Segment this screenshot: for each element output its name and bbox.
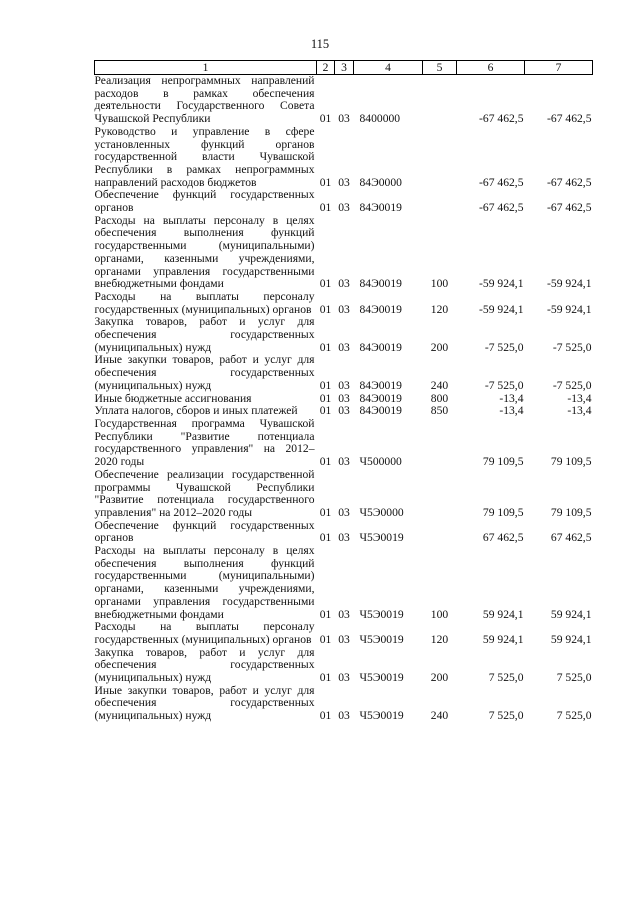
row-subsection: 03 [338,378,350,392]
row-section: 01 [319,391,332,405]
row-amount-2: -59 924,1 [547,277,592,291]
row-target-article: 84Э0019 [359,378,402,392]
row-amount-2: 7 525,0 [556,671,592,685]
row-expense-type: 120 [430,302,449,316]
row-name: Руководство и управление в сфере установленных функций органов государственной власти Чувашской Республики в рамках непрограммных направлений расходов бюджетов [94,124,315,189]
row-expense-type: 120 [430,632,449,646]
row-subsection: 03 [338,340,350,354]
table-row [95,189,593,214]
row-name: Расходы на выплаты персоналу государственных (муниципальных) органов [94,289,315,316]
row-target-article: Ч500000 [359,455,402,469]
row-name: Иные закупки товаров, работ и услуг для обеспечения государственных (муниципальных) нужд [94,353,315,392]
header-col-4: 4 [354,61,423,75]
row-target-article: Ч5Э0019 [359,607,404,621]
row-expense-type: 100 [430,277,449,291]
row-section: 01 [319,340,332,354]
row-amount-2: 59 924,1 [550,632,592,646]
row-amount-1: -59 924,1 [479,277,524,291]
row-amount-1: 59 924,1 [482,607,524,621]
row-amount-1: -13,4 [499,404,524,418]
row-section: 01 [319,607,332,621]
row-section: 01 [319,531,332,545]
header-col-5: 5 [423,61,457,75]
row-amount-1: -67 462,5 [479,112,524,126]
table-row [95,545,593,621]
table-header [95,61,593,75]
row-amount-1: 59 924,1 [482,632,524,646]
header-col-7: 7 [525,61,593,75]
row-name: Расходы на выплаты персоналу в целях обеспечения выполнения функций государственными (муниципальными) органами, казенными учреждениями, органами управления государственными внебюджетными фондами [94,213,315,291]
page-number: 115 [310,37,330,51]
row-subsection: 03 [338,505,350,519]
row-section: 01 [319,404,332,418]
row-expense-type: 200 [430,340,449,354]
row-subsection: 03 [338,632,350,646]
row-subsection: 03 [338,404,350,418]
row-expense-type [423,469,457,520]
row-name: Обеспечение функций государственных органов [94,518,315,545]
row-name: Обеспечение реализации государственной программы Чувашской Республики "Развитие потенциала государственного управления" на 2012–2020 годы [94,467,315,519]
row-amount-2: -7 525,0 [552,340,592,354]
row-section: 01 [319,671,332,685]
row-target-article: 84Э0019 [359,404,402,418]
row-expense-type [423,520,457,545]
row-target-article: 84Э0000 [359,175,402,189]
row-amount-2: 59 924,1 [550,607,592,621]
row-name: Иные закупки товаров, работ и услуг для обеспечения государственных (муниципальных) нужд [94,683,315,723]
row-expense-type: 850 [430,404,449,418]
row-subsection: 03 [338,391,350,405]
row-amount-1: 79 109,5 [482,505,524,519]
table-row [95,316,593,354]
row-subsection: 03 [338,709,350,723]
row-name: Обеспечение функций государственных органов [94,188,315,215]
table-body [95,75,593,723]
table-row [95,75,593,126]
row-subsection: 03 [338,531,350,545]
row-section: 01 [319,709,332,723]
row-amount-2: 7 525,0 [556,709,592,723]
table-row [95,469,593,520]
row-section: 01 [319,201,332,215]
row-amount-1: 67 462,5 [482,531,524,545]
row-amount-2: 67 462,5 [550,531,592,545]
row-amount-2: -67 462,5 [547,175,592,189]
table-row [95,621,593,646]
row-expense-type: 240 [430,378,449,392]
row-expense-type: 100 [430,607,449,621]
row-amount-1: -67 462,5 [479,175,524,189]
row-target-article: Ч5Э0000 [359,505,404,519]
row-subsection: 03 [338,671,350,685]
row-target-article: 84Э0019 [359,277,402,291]
row-amount-2: -7 525,0 [552,378,592,392]
row-amount-1: 7 525,0 [488,671,524,685]
row-target-article: 84Э0019 [359,391,402,405]
header-col-6: 6 [457,61,525,75]
table-row [95,354,593,392]
row-subsection: 03 [338,455,350,469]
table-row [95,291,593,316]
header-col-2: 2 [317,61,335,75]
table-row [95,215,593,291]
row-section: 01 [319,302,332,316]
row-amount-1: -13,4 [499,391,524,405]
row-target-article: Ч5Э0019 [359,709,404,723]
row-amount-2: -13,4 [567,404,592,418]
row-name: Уплата налогов, сборов и иных платежей [94,404,298,418]
row-target-article: 8400000 [359,112,401,126]
row-subsection: 03 [338,112,350,126]
row-expense-type [423,126,457,190]
row-amount-2: 79 109,5 [550,505,592,519]
row-subsection: 03 [338,175,350,189]
budget-table [94,60,593,723]
header-row [95,61,593,75]
row-amount-2: -67 462,5 [547,112,592,126]
table-row [95,520,593,545]
row-amount-1: 79 109,5 [482,455,524,469]
table-row [95,418,593,469]
row-name: Закупка товаров, работ и услуг для обеспечения государственных (муниципальных) нужд [94,645,315,685]
row-expense-type: 240 [430,709,449,723]
row-expense-type: 800 [430,391,449,405]
row-section: 01 [319,632,332,646]
row-target-article: 84Э0019 [359,340,402,354]
row-subsection: 03 [338,201,350,215]
header-col-1: 1 [95,61,317,75]
row-target-article: Ч5Э0019 [359,632,404,646]
row-section: 01 [319,378,332,392]
row-section: 01 [319,175,332,189]
row-expense-type [423,418,457,469]
row-amount-1: -7 525,0 [484,340,524,354]
row-target-article: Ч5Э0019 [359,531,404,545]
row-target-article: 84Э0019 [359,201,402,215]
row-subsection: 03 [338,302,350,316]
row-expense-type: 200 [430,671,449,685]
row-target-article: Ч5Э0019 [359,671,404,685]
row-expense-type [423,75,457,126]
row-amount-1: -67 462,5 [479,201,524,215]
row-name: Реализация непрограммных направлений расходов в рамках обеспечения деятельности Государственного Совета Чувашской Республики [94,74,315,126]
row-name: Государственная программа Чувашской Республики "Развитие потенциала государственного управления" на 2012–2020 годы [94,416,315,469]
row-amount-1: 7 525,0 [488,709,524,723]
row-section: 01 [319,112,332,126]
row-section: 01 [319,455,332,469]
row-section: 01 [319,277,332,291]
row-amount-1: -7 525,0 [484,378,524,392]
row-name: Расходы на выплаты персоналу в целях обеспечения выполнения функций государственными (муниципальными) органами, казенными учреждениями, органами управления государственными внебюджетными фондами [94,544,315,621]
header-col-3: 3 [335,61,354,75]
table-row [95,685,593,723]
row-amount-2: -59 924,1 [547,302,592,316]
row-subsection: 03 [338,607,350,621]
row-amount-2: -13,4 [567,391,592,405]
table-row [95,647,593,685]
row-name: Закупка товаров, работ и услуг для обеспечения государственных (муниципальных) нужд [94,315,315,354]
row-amount-2: -67 462,5 [547,201,592,215]
row-expense-type [423,189,457,214]
row-amount-2: 79 109,5 [550,455,592,469]
row-name: Иные бюджетные ассигнования [94,391,252,405]
table-row [95,126,593,190]
row-subsection: 03 [338,277,350,291]
row-section: 01 [319,505,332,519]
row-name: Расходы на выплаты персоналу государственных (муниципальных) органов [94,620,315,646]
row-amount-1: -59 924,1 [479,302,524,316]
row-target-article: 84Э0019 [359,302,402,316]
